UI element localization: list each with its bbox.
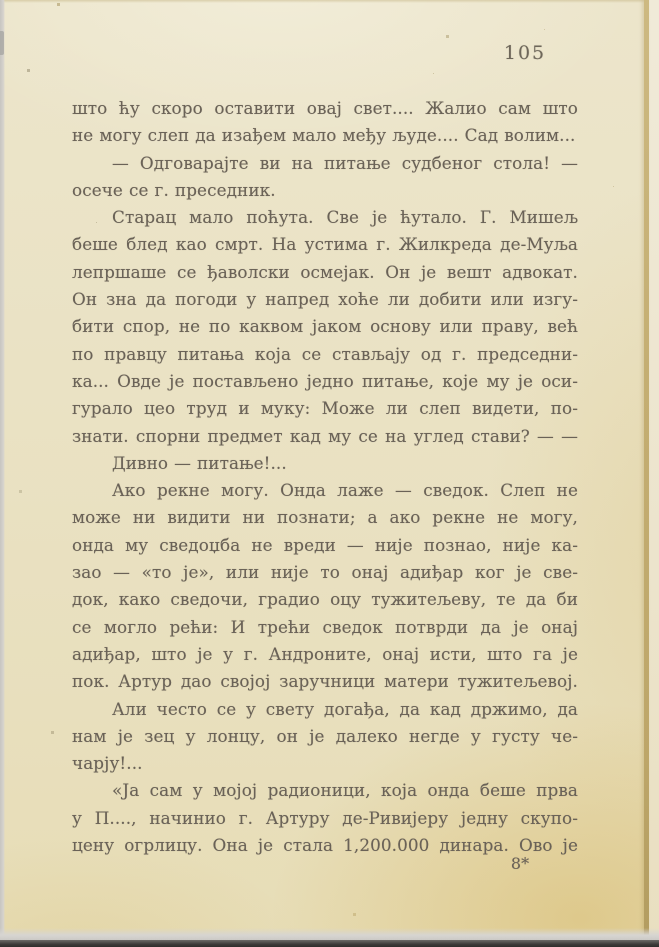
text-line: знати. спорни предмет кад му се на углед стави? — — — [72, 425, 578, 446]
text-line: цену огрлицу. Она је стала 1,200.000 динара. Ово је — [72, 835, 578, 856]
text-line: Дивно — питање!... — [112, 452, 287, 473]
text-line: пок. Артур дао својој заручници матери тужитељевој. — [72, 671, 578, 692]
text-line: се могло рећи: И трећи сведок потврди да је онај — [72, 616, 578, 637]
text-line: осече се г. преседник. — [72, 179, 276, 200]
page-left-edge — [0, 0, 5, 947]
dust-specks — [0, 0, 1, 1]
page-right-edge — [644, 0, 649, 947]
text-line: у П...., начинио г. Артуру де-Ривијеру једну скупо- — [72, 807, 578, 828]
text-line: не могу слеп да изађем мало међу људе.... Сад волим... — [72, 125, 576, 146]
signature-mark: 8* — [510, 854, 530, 873]
text-line: беше блед као смрт. На устима г. Жилкреда де-Муља — [72, 234, 578, 255]
text-line: нам је зец у лонцу, он је далеко негде у густу че- — [72, 725, 578, 746]
page-number: 105 — [503, 42, 547, 64]
text-line: зао — «то је», или није то онај адиђар ког је све- — [72, 562, 578, 583]
page-right-margin — [649, 0, 659, 947]
text-line: онда му сведоџба не вреди — није познао, није ка- — [72, 534, 578, 555]
text-line: «Ја сам у мојој радионици, која онда беше прва — [112, 780, 578, 801]
text-line: Он зна да погоди у напред хоће ли добити или изгу- — [72, 289, 578, 310]
scan-bottom-edge — [0, 940, 659, 947]
text-line: Старац мало поћута. Све је ћутало. Г. Мишељ — [112, 207, 578, 228]
text-line: гурало цео труд и муку: Може ли слеп видети, по- — [72, 398, 578, 419]
text-line: лепршаше се ђаволски осмејак. Он је вешт адвокат. — [72, 261, 578, 282]
text-line: бити спор, не по каквом јаком основу или праву, већ — [72, 316, 578, 337]
text-line: ка... Овде је постављено једно питање, које му је оси- — [72, 370, 578, 391]
page-left-edge-notch — [0, 31, 4, 55]
text-line: по правцу питања која се стављају од г. председни- — [72, 343, 578, 364]
text-line: чарју!... — [72, 753, 143, 774]
text-line: Ако рекне могу. Онда лаже — сведок. Слеп не — [112, 480, 578, 501]
text-line: Али често се у свету догађа, да кад држимо, да — [112, 698, 578, 719]
text-line: што ћу скоро оставити овај свет.... Жалио сам што — [72, 98, 578, 118]
text-line: док, како сведочи, градио оцу тужитељеву, те да би — [72, 589, 578, 610]
text-line: — Одговарајте ви на питање судбеног стола! — — [112, 152, 578, 173]
page-top-edge — [0, 0, 659, 3]
text-block — [72, 95, 578, 859]
text-line: адиђар, што је у г. Андроните, онај исти, што га је — [72, 643, 578, 664]
text-line: може ни видити ни познати; а ако рекне не могу, — [72, 507, 578, 528]
